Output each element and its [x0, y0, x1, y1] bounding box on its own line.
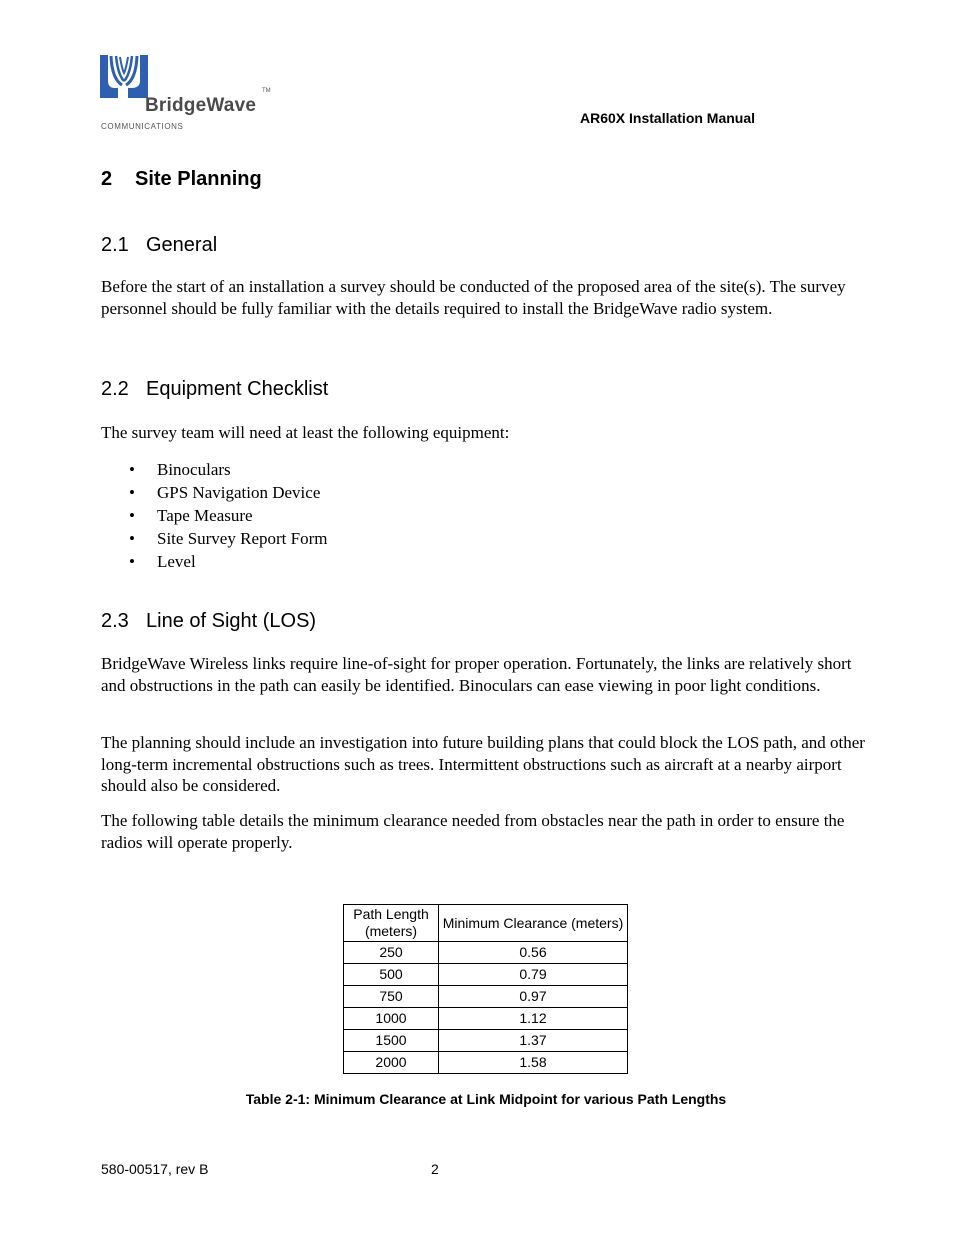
los-paragraph-1: BridgeWave Wireless links require line-of-sight for proper operation. Fortunately, the links are relatively short and obstructions in the path can easily be identified. Binoculars can ease viewing in poor light conditions. [101, 654, 852, 695]
los-paragraph-3: The following table details the minimum clearance needed from obstacles near the path in order to ensure the radios will operate properly. [101, 811, 845, 852]
list-item-label: Level [157, 552, 196, 571]
list-item-label: GPS Navigation Device [157, 483, 321, 502]
table-caption: Table 2-1: Minimum Clearance at Link Midpoint for various Path Lengths [245, 1091, 727, 1107]
clearance-cell: 0.56 [439, 942, 628, 964]
table-row [344, 1052, 628, 1074]
list-item [101, 504, 327, 527]
equipment-number: 2.2 [101, 378, 129, 400]
clearance-cell: 1.12 [439, 1008, 628, 1030]
list-item [101, 527, 327, 550]
list-item-label: Site Survey Report Form [157, 529, 328, 548]
bridgewave-logo-icon [100, 55, 148, 99]
general-heading [101, 234, 217, 257]
equipment-title: Equipment Checklist [146, 378, 329, 400]
list-item [101, 550, 327, 573]
table-row [344, 986, 628, 1008]
path-length-cell: 1500 [344, 1030, 439, 1052]
general-title: General [146, 234, 218, 256]
path-length-cell: 500 [344, 964, 439, 986]
path-length-cell: 1000 [344, 1008, 439, 1030]
manual-title: AR60X Installation Manual [580, 110, 756, 126]
equipment-intro: The survey team will need at least the following equipment: [101, 423, 510, 442]
path-length-cell: 2000 [344, 1052, 439, 1074]
section-title: Site Planning [135, 168, 262, 190]
clearance-cell: 0.79 [439, 964, 628, 986]
logo-tagline: COMMUNICATIONS [101, 122, 184, 131]
logo-wordmark: BridgeWave [145, 95, 257, 116]
clearance-table [343, 904, 628, 1074]
table-row [344, 942, 628, 964]
los-title: Line of Sight (LOS) [146, 610, 317, 632]
list-item-label: Tape Measure [157, 506, 253, 525]
footer-document-id: 580-00517, rev B [101, 1161, 209, 1177]
general-paragraph: Before the start of an installation a survey should be conducted of the proposed area of the site(s). The survey personnel should be fully familiar with the details required to install the BridgeWave radio system. [101, 277, 846, 318]
list-item [101, 458, 327, 481]
clearance-cell: 0.97 [439, 986, 628, 1008]
los-heading [101, 610, 316, 633]
bullet-icon: • [129, 529, 135, 548]
table-header-row [344, 905, 628, 942]
equipment-heading [101, 378, 328, 401]
column-header-minimum-clearance: Minimum Clearance (meters) [439, 905, 628, 942]
path-length-cell: 750 [344, 986, 439, 1008]
bullet-icon: • [129, 506, 135, 525]
table-row [344, 1008, 628, 1030]
table-row [344, 1030, 628, 1052]
bridgewave-logo [100, 55, 280, 133]
list-item [101, 481, 327, 504]
list-item-label: Binoculars [157, 460, 231, 479]
bullet-icon: • [129, 483, 135, 502]
path-length-cell: 250 [344, 942, 439, 964]
clearance-cell: 1.37 [439, 1030, 628, 1052]
clearance-cell: 1.58 [439, 1052, 628, 1074]
section-number: 2 [101, 168, 113, 190]
los-number: 2.3 [101, 610, 129, 632]
los-paragraph-2: The planning should include an investigation into future building plans that could block the LOS path, and other long-term incremental obstructions such as trees. Intermittent obstructions such as aircraft at a nearby airport should also be considered. [101, 733, 865, 796]
bullet-icon: • [129, 460, 135, 479]
general-number: 2.1 [101, 234, 129, 256]
column-header-path-length: Path Length (meters) [344, 905, 439, 942]
footer-page-number: 2 [431, 1161, 439, 1177]
equipment-list [101, 458, 327, 573]
bullet-icon: • [129, 552, 135, 571]
logo-trademark: TM [262, 88, 271, 94]
table-row [344, 964, 628, 986]
section-heading [101, 168, 262, 191]
